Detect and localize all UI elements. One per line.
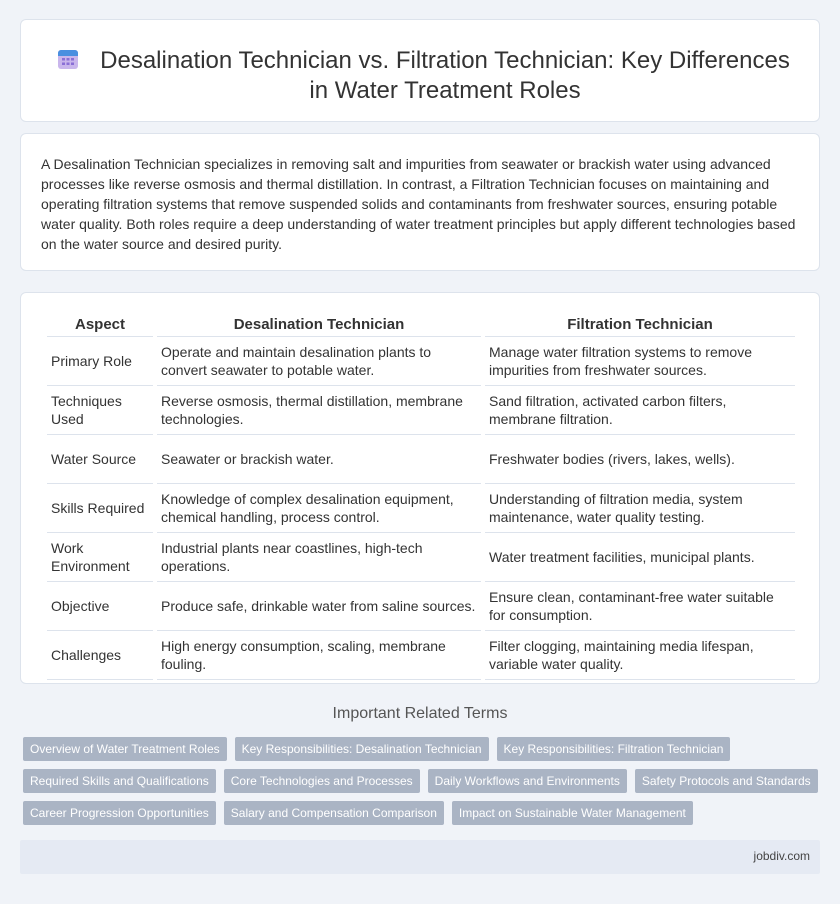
desalination-cell: Knowledge of complex desalination equipment, chemical handling, process control. [157,484,481,533]
aspect-cell: Work Environment [47,533,153,582]
header-aspect: Aspect [47,313,153,337]
filtration-cell: Sand filtration, activated carbon filters, membrane filtration. [485,386,795,435]
tag-row [23,737,823,761]
related-term-tag[interactable]: Key Responsibilities: Filtration Technician [497,737,731,761]
desalination-cell: Industrial plants near coastlines, high-tech operations. [157,533,481,582]
desalination-cell: Operate and maintain desalination plants to convert seawater to potable water. [157,337,481,386]
related-term-tag[interactable]: Daily Workflows and Environments [428,769,627,793]
related-term-tag[interactable]: Core Technologies and Processes [224,769,420,793]
table-row [47,533,795,582]
desalination-cell: Reverse osmosis, thermal distillation, membrane technologies. [157,386,481,435]
table-header-row [47,313,795,337]
related-terms-title: Important Related Terms [332,705,508,722]
related-term-tag[interactable]: Salary and Compensation Comparison [224,801,444,825]
filtration-cell: Ensure clean, contaminant-free water suitable for consumption. [485,582,795,631]
filtration-cell: Understanding of filtration media, system maintenance, water quality testing. [485,484,795,533]
related-term-tag[interactable]: Required Skills and Qualifications [23,769,216,793]
aspect-cell: Objective [47,582,153,631]
related-term-tag[interactable]: Impact on Sustainable Water Management [452,801,693,825]
related-terms-list [23,737,823,833]
desalination-cell: Produce safe, drinkable water from saline sources. [157,582,481,631]
intro-card [20,133,820,271]
desalination-cell: High energy consumption, scaling, membrane fouling. [157,631,481,680]
table-row [47,631,795,680]
aspect-cell: Skills Required [47,484,153,533]
aspect-cell: Challenges [47,631,153,680]
footer-site-link[interactable]: jobdiv.com [753,849,810,863]
page-title: Desalination Technician vs. Filtration Technician: Key Differences in Water Treatment Roles [100,47,790,104]
aspect-cell: Techniques Used [47,386,153,435]
filtration-cell: Manage water filtration systems to remove impurities from freshwater sources. [485,337,795,386]
related-term-tag[interactable]: Key Responsibilities: Desalination Technician [235,737,489,761]
calendar-icon [56,47,80,71]
title-card [20,19,820,122]
comparison-table [43,313,799,680]
aspect-cell: Primary Role [47,337,153,386]
filtration-cell: Freshwater bodies (rivers, lakes, wells). [485,435,795,484]
table-row [47,582,795,631]
tag-row [23,801,823,825]
header-desalination: Desalination Technician [157,313,481,337]
aspect-cell: Water Source [47,435,153,484]
table-row [47,435,795,484]
desalination-cell: Seawater or brackish water. [157,435,481,484]
header-filtration: Filtration Technician [485,313,795,337]
filtration-cell: Water treatment facilities, municipal plants. [485,533,795,582]
filtration-cell: Filter clogging, maintaining media lifespan, variable water quality. [485,631,795,680]
related-term-tag[interactable]: Safety Protocols and Standards [635,769,818,793]
intro-text: A Desalination Technician specializes in removing salt and impurities from seawater or brackish water using advanced processes like reverse osmosis and thermal distillation. In contrast, a Filtration Technician focuses on maintaining and operating filtration systems that remove suspended solids and contaminants from freshwater sources, ensuring potable water quality. Both roles require a deep understanding of water treatment principles but apply different technologies based on the water source and desired purity. [41,156,796,252]
footer [20,840,820,874]
related-term-tag[interactable]: Career Progression Opportunities [23,801,216,825]
table-row [47,484,795,533]
tag-row [23,769,823,793]
table-row [47,337,795,386]
comparison-card [20,292,820,684]
table-row [47,386,795,435]
related-term-tag[interactable]: Overview of Water Treatment Roles [23,737,227,761]
